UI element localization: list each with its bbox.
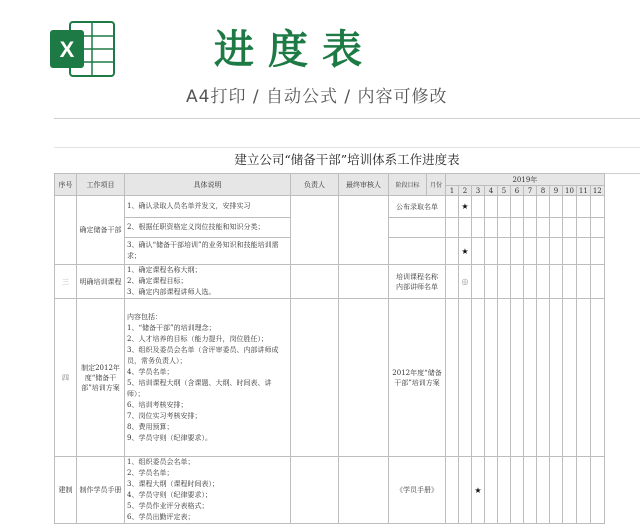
gantt-cell[interactable] — [590, 265, 604, 299]
header-month[interactable]: 月份 — [427, 174, 446, 196]
gantt-cell[interactable] — [472, 265, 485, 299]
spreadsheet — [54, 118, 640, 521]
cell-approver[interactable] — [339, 265, 389, 299]
banner — [0, 0, 640, 118]
month-cell[interactable]: 3 — [472, 186, 485, 196]
sheet-title[interactable]: 建立公司“储备干部”培训体系工作进度表 — [54, 147, 640, 174]
gantt-cell[interactable] — [537, 265, 550, 299]
cell-target[interactable] — [389, 218, 446, 238]
gantt-cell[interactable] — [537, 299, 550, 457]
month-cell[interactable]: 9 — [550, 186, 563, 196]
progress-star-icon[interactable]: ★ — [459, 238, 472, 265]
gantt-cell[interactable] — [563, 218, 577, 238]
gantt-cell[interactable] — [498, 457, 511, 524]
gantt-cell[interactable] — [524, 218, 537, 238]
gantt-cell[interactable] — [498, 265, 511, 299]
table-row — [55, 299, 605, 457]
gantt-cell[interactable] — [524, 238, 537, 265]
header-owner[interactable]: 负责人 — [291, 174, 339, 196]
gantt-cell[interactable] — [485, 196, 498, 218]
cell-approver[interactable] — [339, 457, 389, 524]
cell-approver[interactable] — [339, 299, 389, 457]
gantt-cell[interactable] — [498, 299, 511, 457]
gantt-cell[interactable] — [446, 299, 459, 457]
gantt-cell[interactable] — [537, 218, 550, 238]
gantt-cell[interactable] — [576, 238, 590, 265]
gantt-cell[interactable] — [459, 457, 472, 524]
gantt-cell[interactable] — [472, 299, 485, 457]
page-title: 进度表 — [214, 26, 376, 73]
cell-desc[interactable]: 1、确定课程名称大纲； 2、确定课程目标； 3、确定内部课程讲师人选。 — [125, 265, 291, 299]
gantt-cell[interactable] — [537, 196, 550, 218]
cell-desc[interactable]: 2、根据任职资格定义岗位技能和知识分类； — [125, 218, 291, 238]
gantt-cell[interactable] — [446, 196, 459, 218]
gantt-cell[interactable] — [550, 196, 563, 218]
cell-owner[interactable] — [291, 196, 339, 265]
table-row — [55, 265, 605, 299]
gantt-cell[interactable] — [590, 457, 604, 524]
header-seq[interactable]: 序号 — [55, 174, 77, 196]
gantt-cell[interactable] — [590, 299, 604, 457]
header-target[interactable]: 阶段目标 — [389, 174, 427, 196]
gantt-cell[interactable] — [576, 457, 590, 524]
gantt-cell[interactable] — [485, 299, 498, 457]
gantt-cell[interactable] — [485, 218, 498, 238]
cell-item[interactable]: 制作学员手册 — [77, 457, 125, 524]
gantt-cell[interactable] — [485, 457, 498, 524]
gantt-cell[interactable] — [485, 265, 498, 299]
gantt-cell[interactable] — [576, 196, 590, 218]
gantt-cell[interactable] — [550, 299, 563, 457]
cell-seq[interactable]: 三 — [55, 265, 77, 299]
gantt-cell[interactable] — [485, 238, 498, 265]
gantt-cell[interactable] — [524, 196, 537, 218]
gantt-cell[interactable] — [459, 299, 472, 457]
gantt-cell[interactable] — [550, 238, 563, 265]
gantt-cell[interactable] — [550, 457, 563, 524]
gantt-cell[interactable] — [446, 218, 459, 238]
cell-owner[interactable] — [291, 265, 339, 299]
month-cell[interactable]: 5 — [498, 186, 511, 196]
cell-desc[interactable]: 内容包括： 1、“储备干部”的培训理念； 2、人才培养的目标（能力提升，岗位胜任）； 3、组织及委员会名单（含评审委员、内部讲师成员，常务负责人）； 4、学员名单； 5、培训课程大纲（含课题、大纲、时间表、讲师）； 6、培训考核安排； 7、岗位实习考核安排； 8、费用预算； 9、学员守则（纪律要求）。 — [125, 299, 291, 457]
gantt-cell[interactable] — [511, 299, 524, 457]
gantt-cell[interactable] — [511, 457, 524, 524]
header-desc[interactable]: 具体说明 — [125, 174, 291, 196]
gantt-cell[interactable] — [537, 238, 550, 265]
gantt-cell[interactable] — [446, 265, 459, 299]
progress-star-icon[interactable]: ★ — [472, 457, 485, 524]
cell-seq[interactable] — [55, 196, 77, 265]
gantt-cell[interactable] — [590, 196, 604, 218]
gantt-cell[interactable] — [537, 457, 550, 524]
gantt-cell[interactable] — [524, 265, 537, 299]
gantt-cell[interactable] — [590, 218, 604, 238]
month-cell[interactable]: 12 — [590, 186, 604, 196]
month-cell[interactable]: 1 — [446, 186, 459, 196]
cell-seq[interactable]: 四 — [55, 299, 77, 457]
cell-target[interactable]: 培训课程名称 内部讲师名单 — [389, 265, 446, 299]
table-row — [55, 457, 605, 524]
header-approver[interactable]: 最终审核人 — [339, 174, 389, 196]
gantt-cell[interactable] — [459, 218, 472, 238]
progress-star-icon[interactable]: ★ — [459, 196, 472, 218]
gantt-cell[interactable] — [511, 196, 524, 218]
month-cell[interactable]: 7 — [524, 186, 537, 196]
gantt-cell[interactable] — [590, 238, 604, 265]
gantt-cell[interactable] — [498, 218, 511, 238]
month-cell[interactable]: 10 — [563, 186, 577, 196]
logo-letter: X — [59, 37, 75, 62]
gantt-cell[interactable] — [550, 218, 563, 238]
month-cell[interactable]: 11 — [576, 186, 590, 196]
gantt-cell[interactable] — [511, 265, 524, 299]
gantt-cell[interactable] — [576, 218, 590, 238]
cell-approver[interactable] — [339, 196, 389, 265]
gantt-cell[interactable] — [511, 218, 524, 238]
cell-item[interactable]: 确定储备干部 — [77, 196, 125, 265]
cell-target[interactable]: 《学员手册》 — [389, 457, 446, 524]
gantt-cell[interactable] — [524, 457, 537, 524]
gantt-cell[interactable] — [472, 196, 485, 218]
gantt-cell[interactable] — [446, 238, 459, 265]
empty-row[interactable] — [54, 119, 640, 148]
cell-owner[interactable] — [291, 457, 339, 524]
cell-target[interactable] — [389, 238, 446, 265]
gantt-cell[interactable] — [563, 299, 577, 457]
gantt-cell[interactable] — [472, 238, 485, 265]
cell-item[interactable]: 制定2012年度“储备干部”培训方案 — [77, 299, 125, 457]
month-cell[interactable]: 6 — [511, 186, 524, 196]
gantt-cell[interactable] — [498, 238, 511, 265]
cell-target[interactable]: 公布录取名单 — [389, 196, 446, 218]
cell-target[interactable]: 2012年度“储备干部”培训方案 — [389, 299, 446, 457]
gantt-cell[interactable] — [563, 196, 577, 218]
cell-desc[interactable]: 1、组织委员会名单； 2、学员名单； 3、课程大纲（课程时间表）； 4、学员守则（纪律要求）； 5、学员作业评分表格式； 6、学员出勤评定表； — [125, 457, 291, 524]
cell-desc[interactable]: 3、确认“储备干部培训”的业务知识和技能培训需求； — [125, 238, 291, 265]
month-cell[interactable]: 2 — [459, 186, 472, 196]
schedule-table — [54, 173, 605, 524]
cell-owner[interactable] — [291, 299, 339, 457]
gantt-cell[interactable] — [446, 457, 459, 524]
header-year[interactable]: 2019年 — [446, 174, 605, 186]
excel-logo-icon — [48, 18, 118, 80]
gantt-cell[interactable] — [563, 265, 577, 299]
gantt-cell[interactable] — [563, 238, 577, 265]
header-item[interactable]: 工作项目 — [77, 174, 125, 196]
gantt-cell[interactable] — [576, 265, 590, 299]
gantt-cell[interactable] — [472, 218, 485, 238]
gantt-cell[interactable] — [511, 238, 524, 265]
gantt-cell[interactable] — [563, 457, 577, 524]
gantt-cell[interactable] — [576, 299, 590, 457]
cell-seq[interactable]: 建制 — [55, 457, 77, 524]
month-cell[interactable]: 8 — [537, 186, 550, 196]
header-row-1 — [55, 174, 605, 186]
progress-circle-icon[interactable]: ◎ — [459, 265, 472, 299]
cell-item[interactable]: 明确培训课程 — [77, 265, 125, 299]
gantt-cell[interactable] — [524, 299, 537, 457]
gantt-cell[interactable] — [498, 196, 511, 218]
month-cell[interactable]: 4 — [485, 186, 498, 196]
cell-desc[interactable]: 1、确认录取人员名单并发文，安排实习 — [125, 196, 291, 218]
gantt-cell[interactable] — [550, 265, 563, 299]
table-row — [55, 196, 605, 218]
page-subtitle: A4打印 / 自动公式 / 内容可修改 — [186, 87, 448, 107]
